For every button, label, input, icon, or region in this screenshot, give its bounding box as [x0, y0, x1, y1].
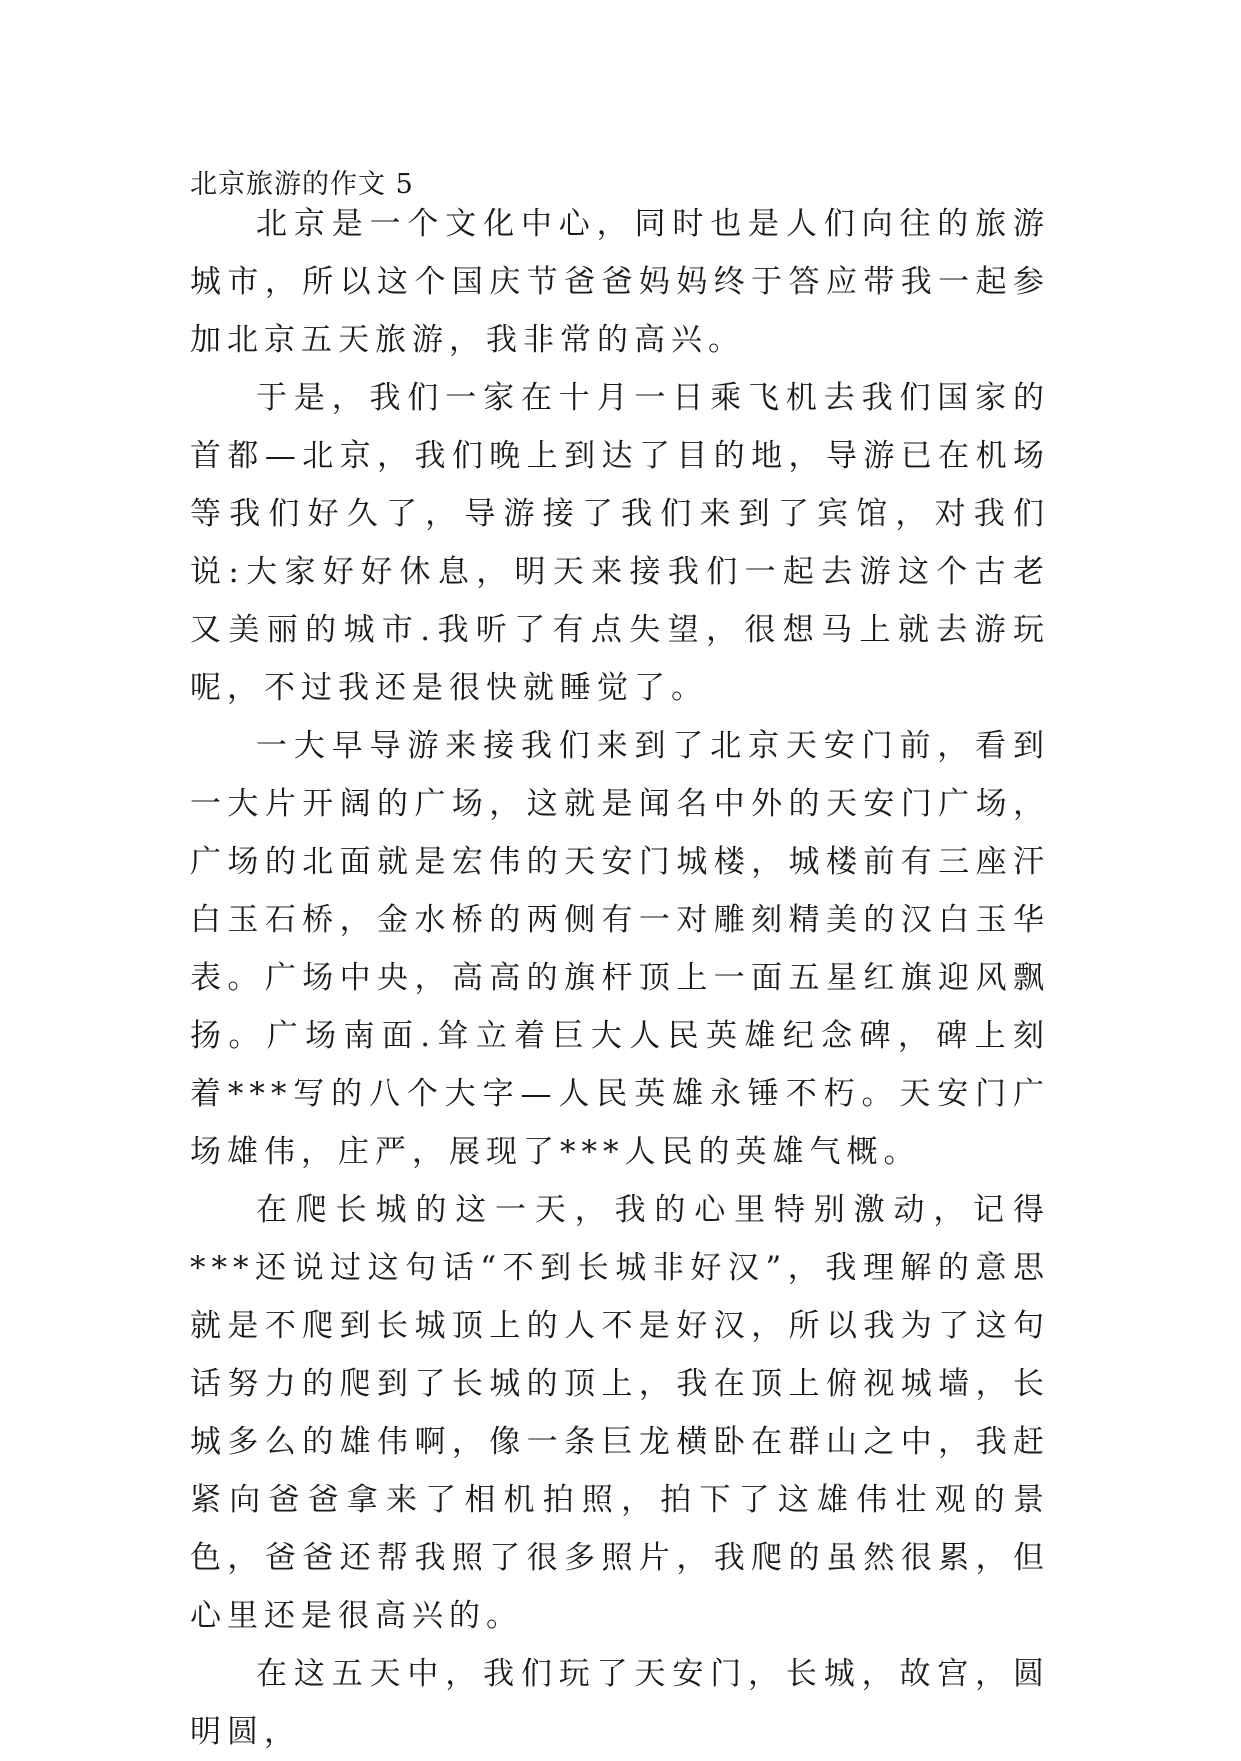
document-title: 北京旅游的作文 5 — [190, 169, 414, 200]
document-body — [190, 195, 1050, 1761]
paragraph-4: 在爬长城的这一天，我的心里特别激动，记得***还说过这句话“不到长城非好汉”，我理解的意思就是不爬到长城顶上的人不是好汉，所以我为了这句话努力的爬到了长城的顶上，我在顶上俯视城墙，长城多么的雄伟啊，像一条巨龙横卧在群山之中，我赶紧向爸爸拿来了相机拍照，拍下了这雄伟壮观的景色，爸爸还帮我照了很多照片，我爬的虽然很累，但心里还是很高兴的。 — [190, 1192, 1050, 1634]
paragraph-5: 在这五天中，我们玩了天安门，长城，故宫，圆明圆， — [190, 1656, 1050, 1750]
paragraph-1: 北京是一个文化中心，同时也是人们向往的旅游城市，所以这个国庆节爸爸妈妈终于答应带我一起参加北京五天旅游，我非常的高兴。 — [190, 206, 1050, 358]
paragraph-3: 一大早导游来接我们来到了北京天安门前，看到一大片开阔的广场，这就是闻名中外的天安门广场，广场的北面就是宏伟的天安门城楼，城楼前有三座汗白玉石桥，金水桥的两侧有一对雕刻精美的汉白玉华表。广场中央，高高的旗杆顶上一面五星红旗迎风飘扬。广场南面.耸立着巨大人民英雄纪念碑，碑上刻着***写的八个大字—人民英雄永锤不朽。天安门广场雄伟，庄严，展现了***人民的英雄气概。 — [190, 728, 1050, 1170]
paragraph-2: 于是，我们一家在十月一日乘飞机去我们国家的首都—北京，我们晚上到达了目的地，导游已在机场等我们好久了，导游接了我们来到了宾馆，对我们说:大家好好休息，明天来接我们一起去游这个古老又美丽的城市.我听了有点失望，很想马上就去游玩呢，不过我还是很快就睡觉了。 — [190, 380, 1050, 706]
